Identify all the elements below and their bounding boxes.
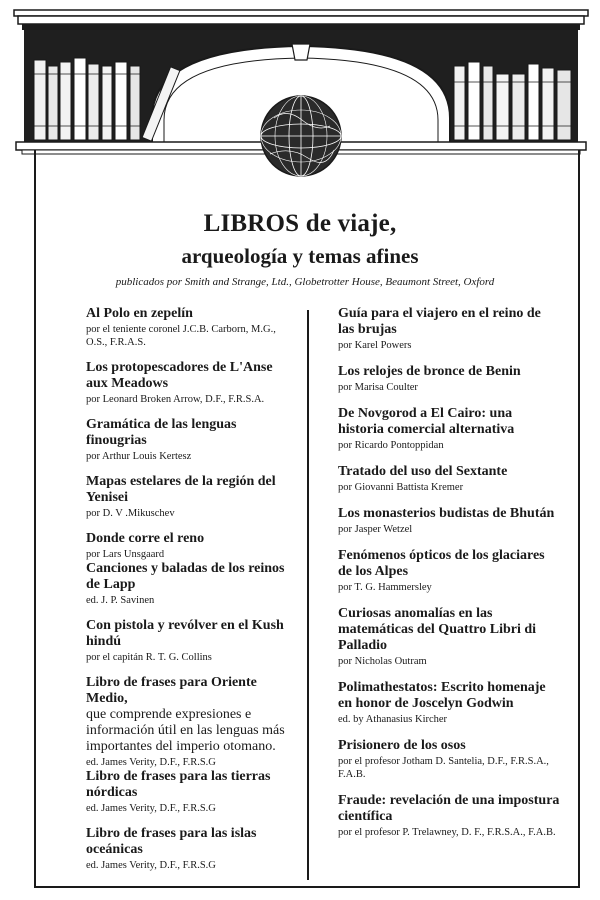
book-author: por Leonard Broken Arrow, D.F., F.R.S.A. xyxy=(86,394,265,405)
book-author: por T. G. Hammersley xyxy=(338,582,432,593)
book-title: Mapas estelares de la región del Yenisei xyxy=(86,474,276,505)
book-title: Libro de frases para Oriente Medio, xyxy=(86,675,257,706)
book-author: por Giovanni Battista Kremer xyxy=(338,482,464,493)
book-author: por el teniente coronel J.C.B. Carborn, M.G., O.S., F.R.A.S. xyxy=(86,324,276,348)
book-author: por Nicholas Outram xyxy=(338,656,427,667)
book-entry xyxy=(338,464,560,494)
book-author: por Marisa Coulter xyxy=(338,382,418,393)
book-author: por Jasper Wetzel xyxy=(338,524,413,535)
book-entry xyxy=(86,360,286,406)
book-entry xyxy=(338,506,560,536)
book-entry xyxy=(338,406,560,452)
book-entry xyxy=(86,826,286,872)
book-title: Canciones y baladas de los reinos de Lapp xyxy=(86,561,285,592)
book-entry xyxy=(338,306,560,352)
book-title: Al Polo en zepelín xyxy=(86,306,193,321)
book-title: Tratado del uso del Sextante xyxy=(338,464,508,479)
book-author: por el profesor Jotham D. Santelia, D.F., F.R.S.A., F.A.B. xyxy=(338,756,549,780)
book-entry xyxy=(86,417,286,463)
book-title: Prisionero de los osos xyxy=(338,738,466,753)
book-title: Donde corre el reno xyxy=(86,531,205,546)
right-books-icon xyxy=(454,62,571,140)
book-title: Polimathestatos: Escrito homenaje en honor de Joscelyn Godwin xyxy=(338,680,546,711)
book-entry xyxy=(86,618,286,664)
book-entry xyxy=(86,306,286,349)
book-title: De Novgorod a El Cairo: una historia comercial alternativa xyxy=(338,406,515,437)
book-author: ed. James Verity, D.F., F.R.S.G xyxy=(86,757,216,768)
book-entry xyxy=(86,531,286,561)
book-title: Libro de frases para las tierras nórdicas xyxy=(86,769,271,800)
catalog-subtitle: arqueología y temas afines xyxy=(181,244,419,268)
column-divider xyxy=(307,310,309,880)
book-title: Con pistola y revólver en el Kush hindú xyxy=(86,618,284,649)
book-entry xyxy=(86,675,286,769)
book-entry xyxy=(338,548,560,594)
book-entry xyxy=(338,606,560,668)
book-title: Los protopescadores de L'Anse aux Meadows xyxy=(86,360,273,391)
book-entry xyxy=(338,680,560,726)
book-entry xyxy=(86,561,286,607)
book-title: Curiosas anomalías en las matemáticas del Quattro Libri di Palladio xyxy=(338,606,537,653)
book-author: ed. James Verity, D.F., F.R.S.G xyxy=(86,860,216,871)
book-author: ed. by Athanasius Kircher xyxy=(338,714,448,725)
book-author: ed. James Verity, D.F., F.R.S.G xyxy=(86,803,216,814)
catalog-title: LIBROS de viaje, xyxy=(203,210,397,237)
book-entry xyxy=(86,474,286,520)
book-author: por D. V .Mikuschev xyxy=(86,508,175,519)
book-entry xyxy=(86,769,286,815)
book-title: Libro de frases para las islas oceánicas xyxy=(86,826,257,857)
book-author: por el capitán R. T. G. Collins xyxy=(86,652,212,663)
book-entry xyxy=(338,738,560,781)
book-entry xyxy=(338,364,560,394)
book-title: Fraude: revelación de una impostura científica xyxy=(338,793,560,824)
book-title: Los relojes de bronce de Benin xyxy=(338,364,521,379)
left-column xyxy=(86,306,286,883)
book-title: Fenómenos ópticos de los glaciares de los Alpes xyxy=(338,548,545,579)
book-author: por Lars Unsgaard xyxy=(86,549,165,560)
book-title: Los monasterios budistas de Bhután xyxy=(338,506,555,521)
book-author: por Arthur Louis Kertesz xyxy=(86,451,192,462)
book-title: Gramática de las lenguas finougrias xyxy=(86,417,237,448)
publisher-line: publicados por Smith and Strange, Ltd., Globetrotter House, Beaumont Street, Oxford xyxy=(115,276,495,288)
book-author: por Karel Powers xyxy=(338,340,412,351)
book-author: por el profesor P. Trelawney, D. F., F.R.S.A., F.A.B. xyxy=(338,827,556,838)
book-title: Guía para el viajero en el reino de las brujas xyxy=(338,306,541,337)
book-author: por Ricardo Pontoppidan xyxy=(338,440,444,451)
book-description: que comprende expresiones e información útil en las lenguas más importantes del imperio otomano. xyxy=(86,707,285,754)
right-column xyxy=(338,306,560,851)
book-entry xyxy=(338,793,560,839)
book-author: ed. J. P. Savinen xyxy=(86,595,155,606)
